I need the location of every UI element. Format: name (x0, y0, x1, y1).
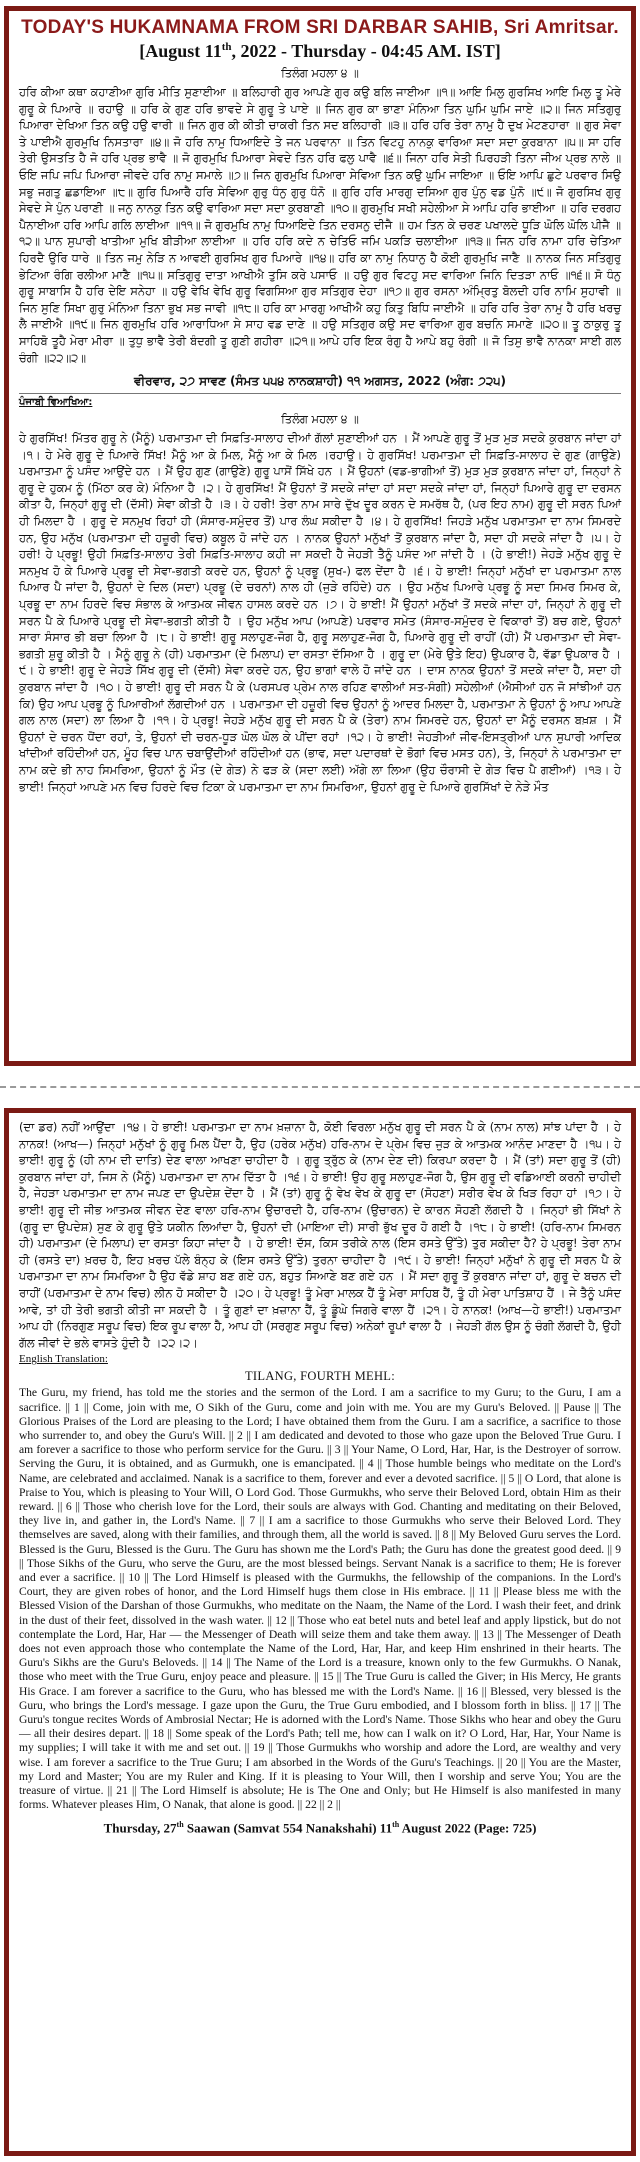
page-title: TODAY'S HUKAMNAMA FROM SRI DARBAR SAHIB, Sri Amritsar. (21, 17, 619, 38)
vyakhya-heading: ਤਿਲੰਗ ਮਹਲਾ ੪ ॥ (281, 412, 359, 427)
footer-date-part2: Saawan (Samvat 554 Nanakshahi) 11 (183, 1820, 393, 1836)
footer-date (19, 1820, 621, 1836)
vyakhya-text-part2: (ਦਾ ਡਰ) ਨਹੀਂ ਆਉਂਦਾ ।੧੪। ਹੇ ਭਾਈ! ਪਰਮਾਤਮਾ ਦਾ ਨਾਮ ਖ਼ਜ਼ਾਨਾ ਹੈ, ਕੋਈ ਵਿਰਲਾ ਮਨੁੱਖ ਗੁਰੂ ਦੀ ਸਰਨ ਪੈ ਕੇ (ਨਾਮ ਨਾਲ) ਸਾਂਝ ਪਾਂਦਾ ਹੈ । ਹੇ ਨਾਨਕ! (ਆਖ—) ਜਿਨ੍ਹਾਂ ਮਨੁੱਖਾਂ ਨੂੰ ਗੁਰੂ ਮਿਲ ਪੈਂਦਾ ਹੈ, ਉਹ (ਹਰੇਕ ਮਨੁੱਖ) ਹਰਿ-ਨਾਮ ਦੇ ਪ੍ਰੇਮ ਵਿਚ ਜੁੜ ਕੇ ਆਤਮਕ ਆਨੰਦ ਮਾਣਦਾ ਹੈ ।੧੫। ਹੇ ਭਾਈ! ਗੁਰੂ ਨੂੰ (ਹੀ ਨਾਮ ਦੀ ਦਾਤਿ) ਦੇਣ ਵਾਲਾ ਆਖਣਾ ਚਾਹੀਦਾ ਹੈ । ਗੁਰੂ ਤ੍ਰੁੱਠ ਕੇ (ਨਾਮ ਦੇਣ ਦੀ) ਕਿਰਪਾ ਕਰਦਾ ਹੈ । ਮੈਂ (ਤਾਂ) ਸਦਾ ਗੁਰੂ ਤੋਂ (ਹੀ) ਕੁਰਬਾਨ ਜਾਂਦਾ ਹਾਂ, ਜਿਸ ਨੇ (ਮੈਨੂੰ) ਪਰਮਾਤਮਾ ਦਾ ਨਾਮ ਦਿੱਤਾ ਹੈ ।੧੬। ਹੇ ਭਾਈ! ਉਹ ਗੁਰੂ ਸਲਾਹੁਣ-ਜੋਗ ਹੈ, ਉਸ ਗੁਰੂ ਦੀ ਵਡਿਆਈ ਕਰਨੀ ਚਾਹੀਦੀ ਹੈ, ਜੇਹੜਾ ਪਰਮਾਤਮਾ ਦਾ ਨਾਮ ਜਪਣ ਦਾ ਉਪਦੇਸ਼ ਦੇਂਦਾ ਹੈ । ਮੈਂ (ਤਾਂ) ਗੁਰੂ ਨੂੰ ਵੇਖ ਵੇਖ ਕੇ ਗੁਰੂ ਦਾ (ਸੋਹਣਾ) ਸਰੀਰ ਵੇਖ ਕੇ ਖਿੜ ਰਿਹਾ ਹਾਂ ।੧੭। ਹੇ ਭਾਈ! ਗੁਰੂ ਦੀ ਜੀਭ ਆਤਮਕ ਜੀਵਨ ਦੇਣ ਵਾਲਾ ਹਰਿ-ਨਾਮ ਉਚਾਰਦੀ ਹੈ, ਹਰਿ-ਨਾਮ (ਉਚਾਰਨ) ਦੇ ਕਾਰਨ ਸੋਹਣੀ ਲੱਗਦੀ ਹੈ । ਜਿਨ੍ਹਾਂ ਭੀ ਸਿੱਖਾਂ ਨੇ (ਗੁਰੂ ਦਾ ਉਪਦੇਸ਼) ਸੁਣ ਕੇ ਗੁਰੂ ਉਤੇ ਯਕੀਨ ਲਿਆਂਦਾ ਹੈ, ਉਹਨਾਂ ਦੀ (ਮਾਇਆ ਦੀ) ਸਾਰੀ ਭੁੱਖ ਦੂਰ ਹੋ ਗਈ ਹੈ ।੧੮। ਹੇ ਭਾਈ! (ਹਰਿ-ਨਾਮ ਸਿਮਰਨ ਹੀ) ਪਰਮਾਤਮਾ (ਦੇ ਮਿਲਾਪ) ਦਾ ਰਸਤਾ ਕਿਹਾ ਜਾਂਦਾ ਹੈ । ਹੇ ਭਾਈ! ਦੱਸ, ਕਿਸ ਤਰੀਕੇ ਨਾਲ (ਇਸ ਰਸਤੇ ਉੱਤੇ) ਤੁਰ ਸਕੀਦਾ ਹੈ? ਹੇ ਪ੍ਰਭੂ! ਤੇਰਾ ਨਾਮ ਹੀ (ਰਸਤੇ ਦਾ) ਖ਼ਰਚ ਹੈ, ਇਹ ਖ਼ਰਚ ਪੱਲੇ ਬੰਨ੍ਹ ਕੇ (ਇਸ ਰਸਤੇ ਉੱਤੇ) ਤੁਰਨਾ ਚਾਹੀਦਾ ਹੈ ।੧੯। ਹੇ ਭਾਈ! ਜਿਨ੍ਹਾਂ ਮਨੁੱਖਾਂ ਨੇ ਗੁਰੂ ਦੀ ਸਰਨ ਪੈ ਕੇ ਪਰਮਾਤਮਾ ਦਾ ਨਾਮ ਸਿਮਰਿਆ ਹੈ ਉਹ ਵੱਡੇ ਸ਼ਾਹ ਬਣ ਗਏ ਹਨ, ਬਹੁਤ ਸਿਆਣੇ ਬਣ ਗਏ ਹਨ । ਮੈਂ ਸਦਾ ਗੁਰੂ ਤੋਂ ਕੁਰਬਾਨ ਜਾਂਦਾ ਹਾਂ, ਗੁਰੂ ਦੇ ਬਚਨ ਦੀ ਰਾਹੀਂ (ਪਰਮਾਤਮਾ ਦੇ ਨਾਮ ਵਿਚ) ਲੀਨ ਹੋ ਸਕੀਦਾ ਹੈ ।੨੦। ਹੇ ਪ੍ਰਭੂ! ਤੂੰ ਮੇਰਾ ਮਾਲਕ ਹੈਂ ਤੂੰ ਮੇਰਾ ਸਾਹਿਬ ਹੈਂ, ਤੂੰ ਹੀ ਮੇਰਾ ਪਾਤਿਸ਼ਾਹ ਹੈਂ । ਜੇ ਤੈਨੂੰ ਪਸੰਦ ਆਵੇ, ਤਾਂ ਹੀ ਤੇਰੀ ਭਗਤੀ ਕੀਤੀ ਜਾ ਸਕਦੀ ਹੈ । ਤੂੰ ਗੁਣਾਂ ਦਾ ਖ਼ਜ਼ਾਨਾ ਹੈਂ, ਤੂੰ ਡੂੰਘੇ ਜਿਗਰੇ ਵਾਲਾ ਹੈਂ ।੨੧। ਹੇ ਨਾਨਕ! (ਆਖ—ਹੇ ਭਾਈ!) ਪਰਮਾਤਮਾ ਆਪ ਹੀ (ਨਿਰਗੁਣ ਸਰੂਪ ਵਿਚ) ਇਕ ਰੂਪ ਵਾਲਾ ਹੈ, ਆਪ ਹੀ (ਸਰਗੁਣ ਸਰੂਪ ਵਿਚ) ਅਨੇਕਾਂ ਰੂਪਾਂ ਵਾਲਾ ਹੈ । ਜੇਹੜੀ ਗੱਲ ਉਸ ਨੂੰ ਚੰਗੀ ਲੱਗਦੀ ਹੈ, ਉਹੀ ਗੱਲ ਜੀਵਾਂ ਦੇ ਭਲੇ ਵਾਸਤੇ ਹੁੰਦੀ ਹੈ ।੨੨।੨। (19, 1120, 621, 1350)
footer-date-sup1: th (176, 1820, 184, 1830)
footer-date-part3: August 2022 (Page: 725) (399, 1820, 537, 1836)
translation-text: The Guru, my friend, has told me the stories and the sermon of the Lord. I am a sacrifice to my Guru; to the Guru, I am a sacrifice. || 1 || Come, join with me, O Sikh of the Guru, come and join with me. You are my Guru's Beloved. || Pause || The Glorious Praises of the Lord are pleasing to the Lord; I have obtained them from the Guru. I am a sacrifice, a sacrifice to those who surrender to, and obey the Guru's Will. || 2 || I am dedicated and devoted to those who gaze upon the Beloved True Guru. I am forever a sacrifice to those who perform service for the Guru. || 3 || Your Name, O Lord, Har, Har, is the Destroyer of sorrow. Serving the Guru, it is obtained, and as Gurmukh, one is emancipated. || 4 || Those humble beings who meditate on the Lord's Name, are celebrated and acclaimed. Nanak is a sacrifice to them, forever and ever a devoted sacrifice. || 5 || O Lord, that alone is Praise to You, which is pleasing to Your Will, O Lord God. Those Gurmukhs, who serve their Beloved Lord, obtain Him as their reward. || 6 || Those who cherish love for the Lord, their souls are always with God. Chanting and meditating on their Beloved, they live in, and gather in, the Lord's Name. || 7 || I am a sacrifice to those Gurmukhs who serve their Beloved Lord. They themselves are saved, along with their families, and through them, all the world is saved. || 8 || My Beloved Guru serves the Lord. Blessed is the Guru, Blessed is the Guru. The Guru has shown me the Lord's Path; the Guru has done the greatest good deed. || 9 || Those Sikhs of the Guru, who serve the Guru, are the most blessed beings. Servant Nanak is a sacrifice to them; He is forever and ever a sacrifice. || 10 || The Lord Himself is pleased with the Gurmukhs, the fellowship of the companions. In the Lord's Court, they are given robes of honor, and the Lord Himself hugs them close in His embrace. || 11 || Please bless me with the Blessed Vision of the Darshan of those Gurmukhs, who meditate on the Naam, the Name of the Lord. I wash their feet, and drink in the dust of their feet, dissolved in the wash water. || 12 || Those who eat betel nuts and betel leaf and apply lipstick, but do not contemplate the Lord, Har, Har — the Messenger of Death will seize them and take them away. || 13 || The Messenger of Death does not even approach those who contemplate the Name of the Lord, Har, Har, and keep Him enshrined in their hearts. The Guru's Sikhs are the Guru's Beloveds. || 14 || The Name of the Lord is a treasure, known only to the few Gurmukhs. O Nanak, those who meet with the True Guru, enjoy peace and pleasure. || 15 || The True Guru is called the Giver; in His Mercy, He grants His Grace. I am forever a sacrifice to the Guru, who has blessed me with the Lord's Name. || 16 || Blessed, very blessed is the Guru, who brings the Lord's message. I gaze upon the Guru, the True Guru embodied, and I blossom forth in bliss. || 17 || The Guru's tongue recites Words of Ambrosial Nectar; He is adorned with the Lord's Name. Those Sikhs who hear and obey the Guru — all their desires depart. || 18 || Some speak of the Lord's Path; tell me, how can I walk on it? O Lord, Har, Har, Your Name is my supplies; I will take it with me and set out. || 19 || Those Gurmukhs who worship and adore the Lord, are wealthy and very wise. I am forever a sacrifice to the True Guru; I am absorbed in the Words of the Guru's Teachings. || 20 || You are the Master, my Lord and Master; You are my Ruler and King. If it is pleasing to Your Will, then I worship and serve You; You are the treasure of virtue. || 21 || The Lord Himself is absolute; He is The One and Only; but He Himself is also manifested in many forms. Whatever pleases Him, O Nanak, that alone is good. || 22 || 2 || (19, 1386, 621, 1812)
translation-heading: TILANG, FOURTH MEHL: (244, 1369, 396, 1384)
header-date-prefix: [August 11 (139, 41, 222, 61)
panel-separator (0, 1086, 640, 1088)
footer-date-part1: Thursday, 27 (103, 1820, 177, 1836)
header-date-suffix: th (221, 41, 232, 53)
vyakhya-text-part1: ਹੇ ਗੁਰਸਿੱਖ! ਮਿੱਤਰ ਗੁਰੂ ਨੇ (ਮੈਨੂੰ) ਪਰਮਾਤਮਾ ਦੀ ਸਿਫ਼ਤਿ-ਸਾਲਾਹ ਦੀਆਂ ਗੱਲਾਂ ਸੁਣਾਈਆਂ ਹਨ । ਮੈਂ ਆਪਣੇ ਗੁਰੂ ਤੋਂ ਮੁੜ ਮੁੜ ਸਦਕੇ ਕੁਰਬਾਨ ਜਾਂਦਾ ਹਾਂ ।੧। ਹੇ ਮੇਰੇ ਗੁਰੂ ਦੇ ਪਿਆਰੇ ਸਿੱਖ! ਮੈਨੂੰ ਆ ਕੇ ਮਿਲ, ਮੈਨੂੰ ਆ ਕੇ ਮਿਲ ।ਰਹਾਉ। ਹੇ ਗੁਰਸਿੱਖ! ਪਰਮਾਤਮਾ ਦੀ ਸਿਫ਼ਤਿ-ਸਾਲਾਹ ਦੇ ਗੁਣ (ਗਾਉਣੇ) ਪਰਮਾਤਮਾ ਨੂੰ ਪਸੰਦ ਆਉਂਦੇ ਹਨ । ਮੈਂ ਉਹ ਗੁਣ (ਗਾਉਣੇ) ਗੁਰੂ ਪਾਸੋਂ ਸਿੱਖੇ ਹਨ । ਮੈਂ ਉਹਨਾਂ (ਵਡ-ਭਾਗੀਆਂ ਤੋਂ) ਮੁੜ ਮੁੜ ਕੁਰਬਾਨ ਜਾਂਦਾ ਹਾਂ, ਜਿਨ੍ਹਾਂ ਨੇ ਗੁਰੂ ਦੇ ਹੁਕਮ ਨੂੰ (ਮਿੱਠਾ ਕਰ ਕੇ) ਮੰਨਿਆ ਹੈ ।੨। ਹੇ ਗੁਰਸਿੱਖ! ਮੈਂ ਉਹਨਾਂ ਤੋਂ ਸਦਕੇ ਜਾਂਦਾ ਹਾਂ ਸਦਾ ਸਦਕੇ ਜਾਂਦਾ ਹਾਂ, ਜਿਨ੍ਹਾਂ ਪਿਆਰੇ ਗੁਰੂ ਦਾ ਦਰਸਨ ਕੀਤਾ ਹੈ, ਜਿਨ੍ਹਾਂ ਗੁਰੂ ਦੀ (ਦੱਸੀ) ਸੇਵਾ ਕੀਤੀ ਹੈ ।੩। ਹੇ ਹਰੀ! ਤੇਰਾ ਨਾਮ ਸਾਰੇ ਦੁੱਖ ਦੂਰ ਕਰਨ ਦੇ ਸਮਰੱਥ ਹੈ, (ਪਰ ਇਹ ਨਾਮ) ਗੁਰੂ ਦੀ ਸਰਨ ਪਿਆਂ ਹੀ ਮਿਲਦਾ ਹੈ । ਗੁਰੂ ਦੇ ਸਨਮੁਖ ਰਿਹਾਂ ਹੀ (ਸੰਸਾਰ-ਸਮੁੰਦਰ ਤੋਂ) ਪਾਰ ਲੰਘ ਸਕੀਦਾ ਹੈ ।੪। ਹੇ ਗੁਰਸਿੱਖ! ਜਿਹੜੇ ਮਨੁੱਖ ਪਰਮਾਤਮਾ ਦਾ ਨਾਮ ਸਿਮਰਦੇ ਹਨ, ਉਹ ਮਨੁੱਖ (ਪਰਮਾਤਮਾ ਦੀ ਹਜ਼ੂਰੀ ਵਿਚ) ਕਬੂਲ ਹੋ ਜਾਂਦੇ ਹਨ । ਨਾਨਕ ਉਹਨਾਂ ਮਨੁੱਖਾਂ ਤੋਂ ਕੁਰਬਾਨ ਜਾਂਦਾ ਹੈ, ਸਦਾ ਹੀ ਸਦਕੇ ਜਾਂਦਾ ਹੈ ।੫। ਹੇ ਹਰੀ! ਹੇ ਪ੍ਰਭੂ! ਉਹੀ ਸਿਫ਼ਤਿ-ਸਾਲਾਹ ਤੇਰੀ ਸਿਫ਼ਤਿ-ਸਾਲਾਹ ਕਹੀ ਜਾ ਸਕਦੀ ਹੈ ਜੇਹੜੀ ਤੈਨੂੰ ਪਸੰਦ ਆ ਜਾਂਦੀ ਹੈ । (ਹੇ ਭਾਈ!) ਜੇਹੜੇ ਮਨੁੱਖ ਗੁਰੂ ਦੇ ਸਨਮੁਖ ਹੋ ਕੇ ਪਿਆਰੇ ਪ੍ਰਭੂ ਦੀ ਸੇਵਾ-ਭਗਤੀ ਕਰਦੇ ਹਨ, ਉਹਨਾਂ ਨੂੰ ਪ੍ਰਭੂ (ਸੁਖ-) ਫਲ ਦੇਂਦਾ ਹੈ ।੬। ਹੇ ਭਾਈ! ਜਿਨ੍ਹਾਂ ਮਨੁੱਖਾਂ ਦਾ ਪਰਮਾਤਮਾ ਨਾਲ ਪਿਆਰ ਪੈ ਜਾਂਦਾ ਹੈ, ਉਹਨਾਂ ਦੇ ਦਿਲ (ਸਦਾ) ਪ੍ਰਭੂ (ਦੇ ਚਰਨਾਂ) ਨਾਲ ਹੀ (ਜੁੜੇ ਰਹਿੰਦੇ) ਹਨ । ਉਹ ਮਨੁੱਖ ਪਿਆਰੇ ਪ੍ਰਭੂ ਨੂੰ ਸਦਾ ਸਿਮਰ ਸਿਮਰ ਕੇ, ਪ੍ਰਭੂ ਦਾ ਨਾਮ ਹਿਰਦੇ ਵਿਚ ਸੰਭਾਲ ਕੇ ਆਤਮਕ ਜੀਵਨ ਹਾਸਲ ਕਰਦੇ ਹਨ ।੭। ਹੇ ਭਾਈ! ਮੈਂ ਉਹਨਾਂ ਮਨੁੱਖਾਂ ਤੋਂ ਸਦਕੇ ਜਾਂਦਾ ਹਾਂ, ਜਿਨ੍ਹਾਂ ਨੇ ਗੁਰੂ ਦੀ ਸਰਨ ਪੈ ਕੇ ਪਿਆਰੇ ਪ੍ਰਭੂ ਦੀ ਸੇਵਾ-ਭਗਤੀ ਕੀਤੀ ਹੈ । ਉਹ ਮਨੁੱਖ ਆਪ (ਆਪਣੇ) ਪਰਵਾਰ ਸਮੇਤ (ਸੰਸਾਰ-ਸਮੁੰਦਰ ਦੇ ਵਿਕਾਰਾਂ ਤੋਂ) ਬਚ ਗਏ, ਉਹਨਾਂ ਸਾਰਾ ਸੰਸਾਰ ਭੀ ਬਚਾ ਲਿਆ ਹੈ ।੮। ਹੇ ਭਾਈ! ਗੁਰੂ ਸਲਾਹੁਣ-ਜੋਗ ਹੈ, ਗੁਰੂ ਸਲਾਹੁਣ-ਜੋਗ ਹੈ, ਪਿਆਰੇ ਗੁਰੂ ਦੀ ਰਾਹੀਂ (ਹੀ) ਮੈਂ ਪਰਮਾਤਮਾ ਦੀ ਸੇਵਾ-ਭਗਤੀ ਸ਼ੁਰੂ ਕੀਤੀ ਹੈ । ਮੈਨੂੰ ਗੁਰੂ ਨੇ (ਹੀ) ਪਰਮਾਤਮਾ (ਦੇ ਮਿਲਾਪ) ਦਾ ਰਸਤਾ ਦੱਸਿਆ ਹੈ । ਗੁਰੂ ਦਾ (ਮੇਰੇ ਉਤੇ ਇਹ) ਉਪਕਾਰ ਹੈ, ਵੱਡਾ ਉਪਕਾਰ ਹੈ ।੯। ਹੇ ਭਾਈ! ਗੁਰੂ ਦੇ ਜੇਹੜੇ ਸਿੱਖ ਗੁਰੂ ਦੀ (ਦੱਸੀ) ਸੇਵਾ ਕਰਦੇ ਹਨ, ਉਹ ਭਾਗਾਂ ਵਾਲੇ ਹੋ ਜਾਂਦੇ ਹਨ । ਦਾਸ ਨਾਨਕ ਉਹਨਾਂ ਤੋਂ ਸਦਕੇ ਜਾਂਦਾ ਹੈ, ਸਦਾ ਹੀ ਕੁਰਬਾਨ ਜਾਂਦਾ ਹੈ ।੧੦। ਹੇ ਭਾਈ! ਗੁਰੂ ਦੀ ਸਰਨ ਪੈ ਕੇ (ਪਰਸਪਰ ਪ੍ਰੇਮ ਨਾਲ ਰਹਿਣ ਵਾਲੀਆਂ ਸਤ-ਸੰਗੀ) ਸਹੇਲੀਆਂ (ਐਸੀਆਂ ਹਨ ਜੋ ਸਾਂਝੀਆਂ ਹਨ ਕਿ) ਉਹ ਆਪ ਪ੍ਰਭੂ ਨੂੰ ਪਿਆਰੀਆਂ ਲੱਗਦੀਆਂ ਹਨ । ਪਰਮਾਤਮਾ ਦੀ ਹਜ਼ੂਰੀ ਵਿਚ ਉਹਨਾਂ ਨੂੰ ਆਦਰ ਮਿਲਦਾ ਹੈ, ਪਰਮਾਤਮਾ ਨੇ ਉਹਨਾਂ ਨੂੰ ਆਪ ਆਪਣੇ ਗਲ ਨਾਲ (ਸਦਾ) ਲਾ ਲਿਆ ਹੈ ।੧੧। ਹੇ ਪ੍ਰਭੂ! ਜੇਹੜੇ ਮਨੁੱਖ ਗੁਰੂ ਦੀ ਸਰਨ ਪੈ ਕੇ (ਤੇਰਾ) ਨਾਮ ਸਿਮਰਦੇ ਹਨ, ਉਹਨਾਂ ਦਾ ਮੈਨੂੰ ਦਰਸਨ ਬਖ਼ਸ਼ । ਮੈਂ ਉਹਨਾਂ ਦੇ ਚਰਨ ਧੋਂਦਾ ਰਹਾਂ, ਤੇ, ਉਹਨਾਂ ਦੀ ਚਰਨ-ਧੂੜ ਘੋਲ ਘੋਲ ਕੇ ਪੀਂਦਾ ਰਹਾਂ ।੧੨। ਹੇ ਭਾਈ! ਜੇਹੜੀਆਂ ਜੀਵ-ਇਸਤ੍ਰੀਆਂ ਪਾਨ ਸੁਪਾਰੀ ਆਦਿਕ ਖਾਂਦੀਆਂ ਰਹਿੰਦੀਆਂ ਹਨ, ਮੂੰਹ ਵਿਚ ਪਾਨ ਚਬਾਉਂਦੀਆਂ ਰਹਿੰਦੀਆਂ ਹਨ (ਭਾਵ, ਸਦਾ ਪਦਾਰਥਾਂ ਦੇ ਭੋਗਾਂ ਵਿਚ ਮਸਤ ਹਨ), ਤੇ, ਜਿਨ੍ਹਾਂ ਨੇ ਪਰਮਾਤਮਾ ਦਾ ਨਾਮ ਕਦੇ ਭੀ ਨਾਹ ਸਿਮਰਿਆ, ਉਹਨਾਂ ਨੂੰ ਮੌਤ (ਦੇ ਗੇੜ) ਨੇ ਫੜ ਕੇ (ਸਦਾ ਲਈ) ਅੱਗੇ ਲਾ ਲਿਆ (ਉਹ ਚੌਰਾਸੀ ਦੇ ਗੇੜ ਵਿਚ ਪੈ ਗਈਆਂ) ।੧੩। ਹੇ ਭਾਈ! ਜਿਨ੍ਹਾਂ ਆਪਣੇ ਮਨ ਵਿਚ ਹਿਰਦੇ ਵਿਚ ਟਿਕਾ ਕੇ ਪਰਮਾਤਮਾ ਦਾ ਨਾਮ ਸਿਮਰਿਆ, ਉਹਨਾਂ ਗੁਰੂ ਦੇ ਪਿਆਰੇ ਗੁਰਸਿੱਖਾਂ ਦੇ ਨੇੜੇ ਮੌਤ (19, 431, 622, 794)
gurbani-heading: ਤਿਲੰਗ ਮਹਲਾ ੪ ॥ (281, 66, 359, 80)
translation-label: English Translation: (19, 1353, 108, 1366)
divider (19, 393, 621, 394)
vyakhya-label: ਪੰਜਾਬੀ ਵਿਆਖਿਆ: (19, 397, 93, 409)
header-date (19, 41, 621, 62)
hukamnama-panel-top (4, 6, 636, 1066)
header-date-rest: , 2022 - Thursday - 04:45 AM. IST] (231, 41, 501, 61)
footer-date-sup2: th (392, 1820, 400, 1830)
hukamnama-panel-bottom (4, 1108, 636, 2156)
punjabi-date: ਵੀਰਵਾਰ, ੨੭ ਸਾਵਣ (ਸੰਮਤ ੫੫੪ ਨਾਨਕਸ਼ਾਹੀ) ੧੧ ਅਗਸਤ, 2022 (ਅੰਗ: ੭੨੫) (134, 374, 506, 389)
gurbani-text: ਹਰਿ ਕੀਆ ਕਥਾ ਕਹਾਣੀਆ ਗੁਰਿ ਮੀਤਿ ਸੁਣਾਈਆ ॥ ਬਲਿਹਾਰੀ ਗੁਰ ਆਪਣੇ ਗੁਰ ਕਉ ਬਲਿ ਜਾਈਆ ॥੧॥ ਆਇ ਮਿਲੁ ਗੁਰਸਿਖ ਆਇ ਮਿਲੁ ਤੂ ਮੇਰੇ ਗੁਰੂ ਕੇ ਪਿਆਰੇ ॥ ਰਹਾਉ ॥ ਹਰਿ ਕੇ ਗੁਣ ਹਰਿ ਭਾਵਦੇ ਸੇ ਗੁਰੂ ਤੇ ਪਾਏ ॥ ਜਿਨ ਗੁਰ ਕਾ ਭਾਣਾ ਮੰਨਿਆ ਤਿਨ ਘੁਮਿ ਘੁਮਿ ਜਾਏ ॥੨॥ ਜਿਨ ਸਤਿਗੁਰੁ ਪਿਆਰਾ ਦੇਖਿਆ ਤਿਨ ਕਉ ਹਉ ਵਾਰੀ ॥ ਜਿਨ ਗੁਰ ਕੀ ਕੀਤੀ ਚਾਕਰੀ ਤਿਨ ਸਦ ਬਲਿਹਾਰੀ ॥੩॥ ਹਰਿ ਹਰਿ ਤੇਰਾ ਨਾਮੁ ਹੈ ਦੁਖ ਮੇਟਣਹਾਰਾ ॥ ਗੁਰ ਸੇਵਾ ਤੇ ਪਾਈਐ ਗੁਰਮੁਖਿ ਨਿਸਤਾਰਾ ॥੪॥ ਜੋ ਹਰਿ ਨਾਮੁ ਧਿਆਇਦੇ ਤੇ ਜਨ ਪਰਵਾਨਾ ॥ ਤਿਨ ਵਿਟਹੁ ਨਾਨਕੁ ਵਾਰਿਆ ਸਦਾ ਸਦਾ ਕੁਰਬਾਨਾ ॥੫॥ ਸਾ ਹਰਿ ਤੇਰੀ ਉਸਤਤਿ ਹੈ ਜੋ ਹਰਿ ਪ੍ਰਭ ਭਾਵੈ ॥ ਜੋ ਗੁਰਮੁਖਿ ਪਿਆਰਾ ਸੇਵਦੇ ਤਿਨ ਹਰਿ ਫਲੁ ਪਾਵੈ ॥੬॥ ਜਿਨਾ ਹਰਿ ਸੇਤੀ ਪਿਰਹੜੀ ਤਿਨਾ ਜੀਅ ਪ੍ਰਭ ਨਾਲੇ ॥ ਓਇ ਜਪਿ ਜਪਿ ਪਿਆਰਾ ਜੀਵਦੇ ਹਰਿ ਨਾਮੁ ਸਮਾਲੇ ॥੭॥ ਜਿਨ ਗੁਰਮੁਖਿ ਪਿਆਰਾ ਸੇਵਿਆ ਤਿਨ ਕਉ ਘੁਮਿ ਜਾਇਆ ॥ ਓਇ ਆਪਿ ਛੁਟੇ ਪਰਵਾਰ ਸਿਉ ਸਭੁ ਜਗਤੁ ਛਡਾਇਆ ॥੮॥ ਗੁਰਿ ਪਿਆਰੈ ਹਰਿ ਸੇਵਿਆ ਗੁਰੁ ਧੰਨੁ ਗੁਰੁ ਧੰਨੋ ॥ ਗੁਰਿ ਹਰਿ ਮਾਰਗੁ ਦਸਿਆ ਗੁਰ ਪੁੰਨੁ ਵਡ ਪੁੰਨੋ ॥੯॥ ਜੋ ਗੁਰਸਿਖ ਗੁਰੁ ਸੇਵਦੇ ਸੇ ਪੁੰਨ ਪਰਾਣੀ ॥ ਜਨੁ ਨਾਨਕੁ ਤਿਨ ਕਉ ਵਾਰਿਆ ਸਦਾ ਸਦਾ ਕੁਰਬਾਣੀ ॥੧੦॥ ਗੁਰਮੁਖਿ ਸਖੀ ਸਹੇਲੀਆ ਸੇ ਆਪਿ ਹਰਿ ਭਾਈਆ ॥ ਹਰਿ ਦਰਗਹ ਪੈਨਾਈਆ ਹਰਿ ਆਪਿ ਗਲਿ ਲਾਈਆ ॥੧੧॥ ਜੋ ਗੁਰਮੁਖਿ ਨਾਮੁ ਧਿਆਇਦੇ ਤਿਨ ਦਰਸਨੁ ਦੀਜੈ ॥ ਹਮ ਤਿਨ ਕੇ ਚਰਣ ਪਖਾਲਦੇ ਧੂੜਿ ਘੋਲਿ ਘੋਲਿ ਪੀਜੈ ॥੧੨॥ ਪਾਨ ਸੁਪਾਰੀ ਖਾਤੀਆ ਮੁਖਿ ਬੀੜੀਆ ਲਾਈਆ ॥ ਹਰਿ ਹਰਿ ਕਦੇ ਨ ਚੇਤਿਓ ਜਮਿ ਪਕੜਿ ਚਲਾਈਆ ॥੧੩॥ ਜਿਨ ਹਰਿ ਨਾਮਾ ਹਰਿ ਚੇਤਿਆ ਹਿਰਦੈ ਉਰਿ ਧਾਰੇ ॥ ਤਿਨ ਜਮੁ ਨੇੜਿ ਨ ਆਵਈ ਗੁਰਸਿਖ ਗੁਰ ਪਿਆਰੇ ॥੧੪॥ ਹਰਿ ਕਾ ਨਾਮੁ ਨਿਧਾਨੁ ਹੈ ਕੋਈ ਗੁਰਮੁਖਿ ਜਾਣੈ ॥ ਨਾਨਕ ਜਿਨ ਸਤਿਗੁਰੁ ਭੇਟਿਆ ਰੰਗਿ ਰਲੀਆ ਮਾਣੈ ॥੧੫॥ ਸਤਿਗੁਰੁ ਦਾਤਾ ਆਖੀਐ ਤੁਸਿ ਕਰੇ ਪਸਾਓ ॥ ਹਉ ਗੁਰ ਵਿਟਹੁ ਸਦ ਵਾਰਿਆ ਜਿਨਿ ਦਿਤੜਾ ਨਾਓ ॥੧੬॥ ਸੋ ਧੰਨੁ ਗੁਰੂ ਸਾਬਾਸਿ ਹੈ ਹਰਿ ਦੇਇ ਸਨੇਹਾ ॥ ਹਉ ਵੇਖਿ ਵੇਖਿ ਗੁਰੂ ਵਿਗਸਿਆ ਗੁਰ ਸਤਿਗੁਰ ਦੇਹਾ ॥੧੭॥ ਗੁਰ ਰਸਨਾ ਅੰਮ੍ਰਿਤੁ ਬੋਲਦੀ ਹਰਿ ਨਾਮਿ ਸੁਹਾਵੀ ॥ ਜਿਨ ਸੁਣਿ ਸਿਖਾ ਗੁਰੁ ਮੰਨਿਆ ਤਿਨਾ ਭੁਖ ਸਭ ਜਾਵੀ ॥੧੮॥ ਹਰਿ ਕਾ ਮਾਰਗੁ ਆਖੀਐ ਕਹੁ ਕਿਤੁ ਬਿਧਿ ਜਾਈਐ ॥ ਹਰਿ ਹਰਿ ਤੇਰਾ ਨਾਮੁ ਹੈ ਹਰਿ ਖਰਚੁ ਲੈ ਜਾਈਐ ॥੧੯॥ ਜਿਨ ਗੁਰਮੁਖਿ ਹਰਿ ਆਰਾਧਿਆ ਸੇ ਸਾਹ ਵਡ ਦਾਣੇ ॥ ਹਉ ਸਤਿਗੁਰ ਕਉ ਸਦ ਵਾਰਿਆ ਗੁਰ ਬਚਨਿ ਸਮਾਣੇ ॥੨੦॥ ਤੂ ਠਾਕੁਰੁ ਤੂ ਸਾਹਿਬੋ ਤੂਹੈ ਮੇਰਾ ਮੀਰਾ ॥ ਤੁਧੁ ਭਾਵੈ ਤੇਰੀ ਬੰਦਗੀ ਤੂ ਗੁਣੀ ਗਹੀਰਾ ॥੨੧॥ ਆਪੇ ਹਰਿ ਇਕ ਰੰਗੁ ਹੈ ਆਪੇ ਬਹੁ ਰੰਗੀ ॥ ਜੋ ਤਿਸੁ ਭਾਵੈ ਨਾਨਕਾ ਸਾਈ ਗਲ ਚੰਗੀ ॥੨੨॥੨॥ (19, 85, 621, 365)
